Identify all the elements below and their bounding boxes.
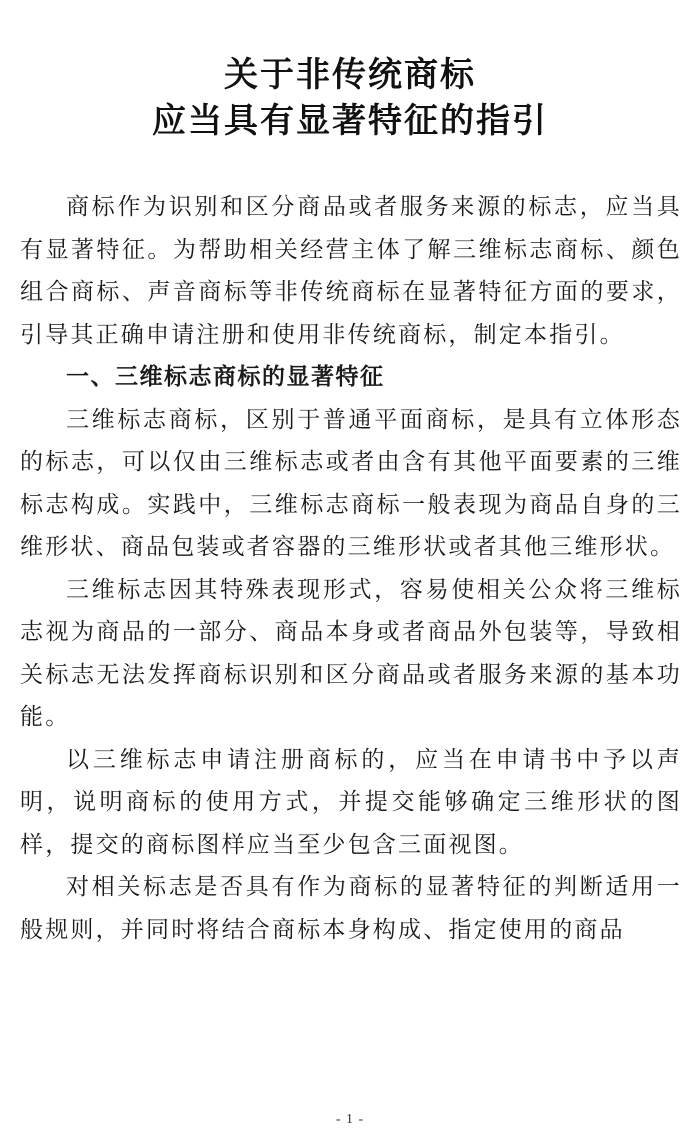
page-number: - 1 - xyxy=(335,1112,365,1127)
paragraph-intro: 商标作为识别和区分商品或者服务来源的标志，应当具有显著特征。为帮助相关经营主体了解三维标志商标、颜色组合商标、声音商标等非传统商标在显著特征方面的要求，引导其正确申请注册和使用非传统商标，制定本指引。 xyxy=(20,194,682,348)
document-body xyxy=(20,186,682,951)
paragraph-characteristics: 三维标志因其特殊表现形式，容易使相关公众将三维标志视为商品的一部分、商品本身或者商品外包装等，导致相关标志无法发挥商标识别和区分商品或者服务来源的基本功能。 xyxy=(20,576,682,730)
section-heading: 一、三维标志商标的显著特征 xyxy=(66,363,385,390)
paragraph-judgment: 对相关标志是否具有作为商标的显著特征的判断适用一般规则，并同时将结合商标本身构成、指定使用的商品 xyxy=(20,874,682,943)
document-title-line-1: 关于非传统商标 xyxy=(224,55,476,95)
document-title-line-2: 应当具有显著特征的指引 xyxy=(152,101,548,141)
paragraph-application: 以三维标志申请注册商标的，应当在申请书中予以声明，说明商标的使用方式，并提交能够确定三维形状的图样，提交的商标图样应当至少包含三面视图。 xyxy=(20,746,682,858)
paragraph-definition: 三维标志商标，区别于普通平面商标，是具有立体形态的标志，可以仅由三维标志或者由含有其他平面要素的三维标志构成。实践中，三维标志商标一般表现为商品自身的三维形状、商品包装或者容器的三维形状或者其他三维形状。 xyxy=(20,406,682,560)
